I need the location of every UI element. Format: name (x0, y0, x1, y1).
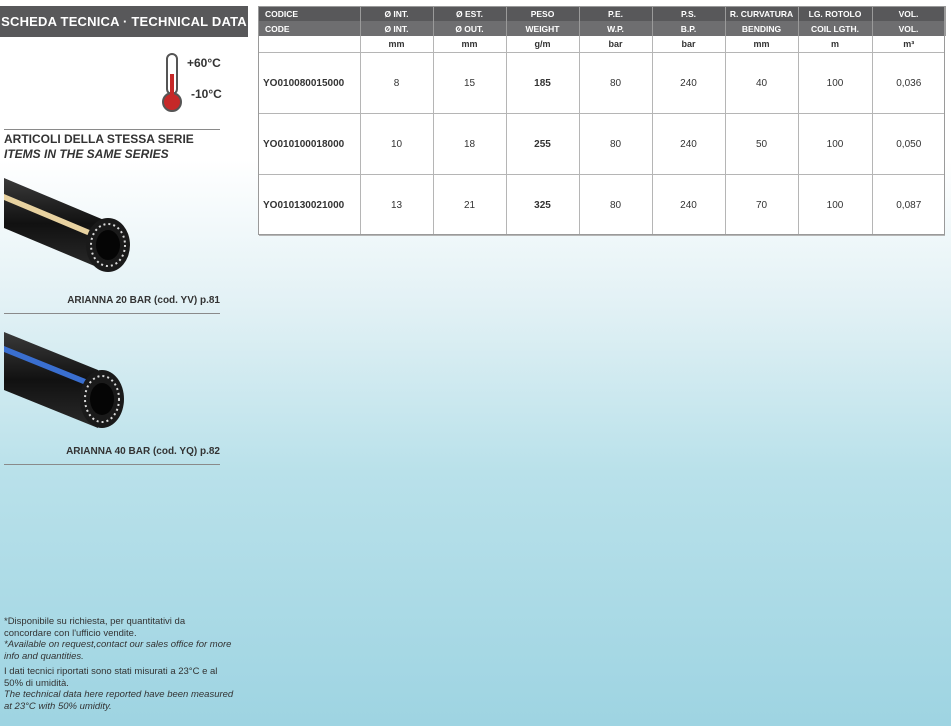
column-header: R. CURVATURA (725, 6, 798, 21)
table-cell: 100 (798, 114, 872, 175)
table-cell: 15 (433, 53, 506, 114)
header-row-it (259, 6, 945, 21)
column-header: Ø OUT. (433, 21, 506, 36)
note-conditions-en: The technical data here reported have been measured at 23°C with 50% umidity. (4, 689, 234, 712)
product-code: YO010100018000 (259, 114, 360, 175)
column-header: W.P. (579, 21, 652, 36)
unit-cell: m³ (872, 36, 945, 53)
column-header: Ø EST. (433, 6, 506, 21)
table-cell: 40 (725, 53, 798, 114)
table-cell: 80 (579, 175, 652, 236)
table-cell: 18 (433, 114, 506, 175)
divider (4, 129, 220, 130)
units-row (259, 36, 945, 53)
table-cell: 8 (360, 53, 433, 114)
column-header: B.P. (652, 21, 725, 36)
table-cell: 100 (798, 53, 872, 114)
table-cell: 10 (360, 114, 433, 175)
column-header: LG. ROTOLO (798, 6, 872, 21)
table-cell: 325 (506, 175, 579, 236)
table-cell: 240 (652, 53, 725, 114)
column-header: VOL. (872, 6, 945, 21)
table-cell: 240 (652, 114, 725, 175)
table-cell: 100 (798, 175, 872, 236)
unit-cell: g/m (506, 36, 579, 53)
table-cell: 240 (652, 175, 725, 236)
section-title: SCHEDA TECNICA · TECHNICAL DATA (0, 6, 248, 37)
divider (4, 313, 220, 314)
hose-image-arianna-40 (4, 328, 134, 438)
table-cell: 80 (579, 53, 652, 114)
series-item-label: ARIANNA 20 BAR (cod. YV) p.81 (67, 295, 220, 306)
note-conditions-it: I dati tecnici riportati sono stati misurati a 23°C e al 50% di umidità. (4, 666, 218, 689)
divider (4, 464, 220, 465)
column-header: CODE (259, 21, 360, 36)
table-cell: 0,036 (872, 53, 945, 114)
table-cell: 185 (506, 53, 579, 114)
table-row (259, 53, 945, 114)
table-cell: 50 (725, 114, 798, 175)
table-cell: 0,050 (872, 114, 945, 175)
unit-cell (259, 36, 360, 53)
series-heading (4, 132, 194, 162)
note-availability-en: *Available on request,contact our sales office for more info and quantities. (4, 639, 232, 662)
footnotes (4, 616, 234, 716)
header-row-en (259, 21, 945, 36)
table-row (259, 175, 945, 236)
column-header: CODICE (259, 6, 360, 21)
column-header: VOL. (872, 21, 945, 36)
unit-cell: mm (433, 36, 506, 53)
column-header: Ø INT. (360, 6, 433, 21)
table-cell: 13 (360, 175, 433, 236)
hose-image-arianna-20 (4, 172, 134, 280)
column-header: P.E. (579, 6, 652, 21)
note-availability-it: *Disponibile su richiesta, per quantitativi da concordare con l'ufficio vendite. (4, 616, 186, 639)
unit-cell: bar (652, 36, 725, 53)
table-cell: 255 (506, 114, 579, 175)
temperature-range (158, 52, 238, 114)
column-header: PESO (506, 6, 579, 21)
series-title-en: ITEMS IN THE SAME SERIES (4, 147, 169, 161)
table-cell: 21 (433, 175, 506, 236)
table-cell: 0,087 (872, 175, 945, 236)
unit-cell: bar (579, 36, 652, 53)
unit-cell: mm (360, 36, 433, 53)
unit-cell: mm (725, 36, 798, 53)
column-header: BENDING (725, 21, 798, 36)
series-title-it: ARTICOLI DELLA STESSA SERIE (4, 132, 194, 146)
column-header: P.S. (652, 6, 725, 21)
table-cell: 80 (579, 114, 652, 175)
column-header: WEIGHT (506, 21, 579, 36)
technical-data-table (259, 6, 946, 236)
column-header: COIL LGTH. (798, 21, 872, 36)
table-row (259, 114, 945, 175)
column-header: Ø INT. (360, 21, 433, 36)
temperature-min: -10°C (191, 87, 222, 101)
product-code: YO010080015000 (259, 53, 360, 114)
unit-cell: m (798, 36, 872, 53)
table-cell: 70 (725, 175, 798, 236)
product-code: YO010130021000 (259, 175, 360, 236)
series-item-label: ARIANNA 40 BAR (cod. YQ) p.82 (66, 446, 220, 457)
temperature-max: +60°C (187, 56, 221, 70)
thermometer-icon (158, 52, 188, 114)
